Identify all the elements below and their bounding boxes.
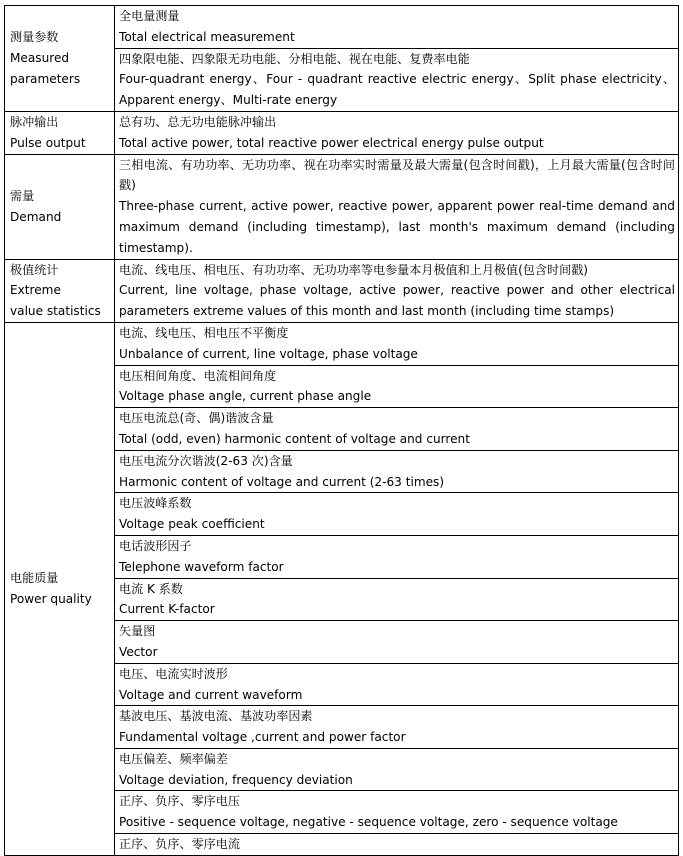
description-en: Voltage deviation, frequency deviation	[119, 772, 353, 787]
description-cell	[115, 663, 679, 706]
description-en: Vector	[119, 644, 158, 659]
description-en: Total electrical measurement	[119, 29, 295, 44]
description-zh: 电流、线电压、相电压、有功功率、无功功率等电参量本月极值和上月极值(包含时间戳)	[119, 262, 589, 277]
description-cell	[115, 408, 679, 451]
description-zh: 电流 K 系数	[119, 581, 183, 596]
category-label-en: Power quality	[10, 591, 92, 606]
category-label-en: value statistics	[10, 304, 101, 319]
category-label-zh: 测量参数	[10, 30, 59, 45]
description-zh: 三相电流、有功功率、无功功率、视在功率实时需量及最大需量(包含时间戳)，上月最大需量(包含时间戳)	[119, 157, 675, 193]
description-zh: 全电量测量	[119, 9, 180, 23]
description-zh: 四象限电能、四象限无功电能、分相电能、视在电能、复费率电能	[119, 51, 470, 66]
description-zh: 正序、负序、零序电流	[119, 837, 240, 852]
category-label-zh: 脉冲输出	[10, 114, 59, 129]
description-cell	[115, 621, 679, 664]
category-cell	[5, 259, 115, 322]
description-zh: 电流、线电压、相电压不平衡度	[119, 325, 289, 340]
category-label-en: Demand	[10, 209, 62, 224]
category-cell	[5, 322, 115, 855]
description-en: Voltage peak coefficient	[119, 517, 265, 532]
table-row	[5, 322, 679, 365]
description-zh: 电压波峰系数	[119, 496, 192, 511]
description-zh: 总有功、总无功电能脉冲输出	[119, 114, 277, 129]
spec-table	[4, 5, 679, 856]
category-cell	[5, 6, 115, 112]
description-cell	[115, 111, 679, 154]
description-en: Four-quadrant energy、Four - quadrant reactive electric energy、Split phase electricity、Apparent energy、Multi-rate energy	[119, 72, 675, 108]
description-en: Voltage and current waveform	[119, 687, 303, 702]
table-row	[5, 259, 679, 322]
description-zh: 矢量图	[119, 624, 156, 639]
description-zh: 电压电流总(奇、偶)谐波含量	[119, 411, 274, 426]
description-zh: 电压相间角度、电流相间角度	[119, 368, 277, 383]
description-zh: 基波电压、基波电流、基波功率因素	[119, 709, 313, 724]
description-en: Current K-factor	[119, 602, 215, 617]
description-cell	[115, 578, 679, 621]
description-cell	[115, 493, 679, 536]
description-cell	[115, 365, 679, 408]
category-label-en: Extreme	[10, 283, 61, 298]
description-zh: 正序、负序、零序电压	[119, 794, 240, 809]
category-label-zh: 电能质量	[10, 571, 59, 586]
table-row	[5, 154, 679, 259]
description-en: Total active power, total reactive power electrical energy pulse output	[119, 135, 544, 150]
description-en: Fundamental voltage ,current and power factor	[119, 730, 406, 745]
description-cell	[115, 6, 679, 49]
category-cell	[5, 154, 115, 259]
table-row	[5, 111, 679, 154]
description-zh: 电压、电流实时波形	[119, 666, 228, 681]
description-cell	[115, 259, 679, 322]
description-en: Harmonic content of voltage and current (2-63 times)	[119, 474, 445, 489]
category-label-en: Pulse output	[10, 135, 86, 150]
description-cell	[115, 450, 679, 493]
description-cell	[115, 706, 679, 749]
description-en: Voltage phase angle, current phase angle	[119, 389, 372, 404]
category-label-zh: 极值统计	[10, 262, 59, 277]
description-en: Positive - sequence voltage, negative - sequence voltage, zero - sequence voltage	[119, 815, 618, 830]
description-zh: 电话波形因子	[119, 538, 192, 553]
description-zh: 电压电流分次谐波(2-63 次)含量	[119, 453, 293, 468]
description-cell	[115, 535, 679, 578]
description-cell	[115, 154, 679, 259]
description-zh: 电压偏差、频率偏差	[119, 751, 228, 766]
description-cell	[115, 48, 679, 111]
description-en: Telephone waveform factor	[119, 559, 284, 574]
description-en: Total (odd, even) harmonic content of voltage and current	[119, 431, 470, 446]
description-en: Current, line voltage, phase voltage, active power, reactive power and other electrical parameters extreme values of this month and last month (including time stamps)	[119, 283, 675, 319]
description-cell	[115, 748, 679, 791]
category-cell	[5, 111, 115, 154]
table-row	[5, 6, 679, 49]
description-en: Three-phase current, active power, reactive power, apparent power real-time demand and maximum demand (including timestamp), last month's maximum demand (including timestamp).	[119, 199, 675, 255]
description-cell	[115, 322, 679, 365]
description-cell	[115, 791, 679, 834]
description-en: Unbalance of current, line voltage, phase voltage	[119, 346, 418, 361]
category-label-en: Measured	[10, 51, 70, 66]
category-label-zh: 需量	[10, 188, 35, 203]
category-label-en: parameters	[10, 71, 81, 86]
description-cell	[115, 834, 679, 856]
